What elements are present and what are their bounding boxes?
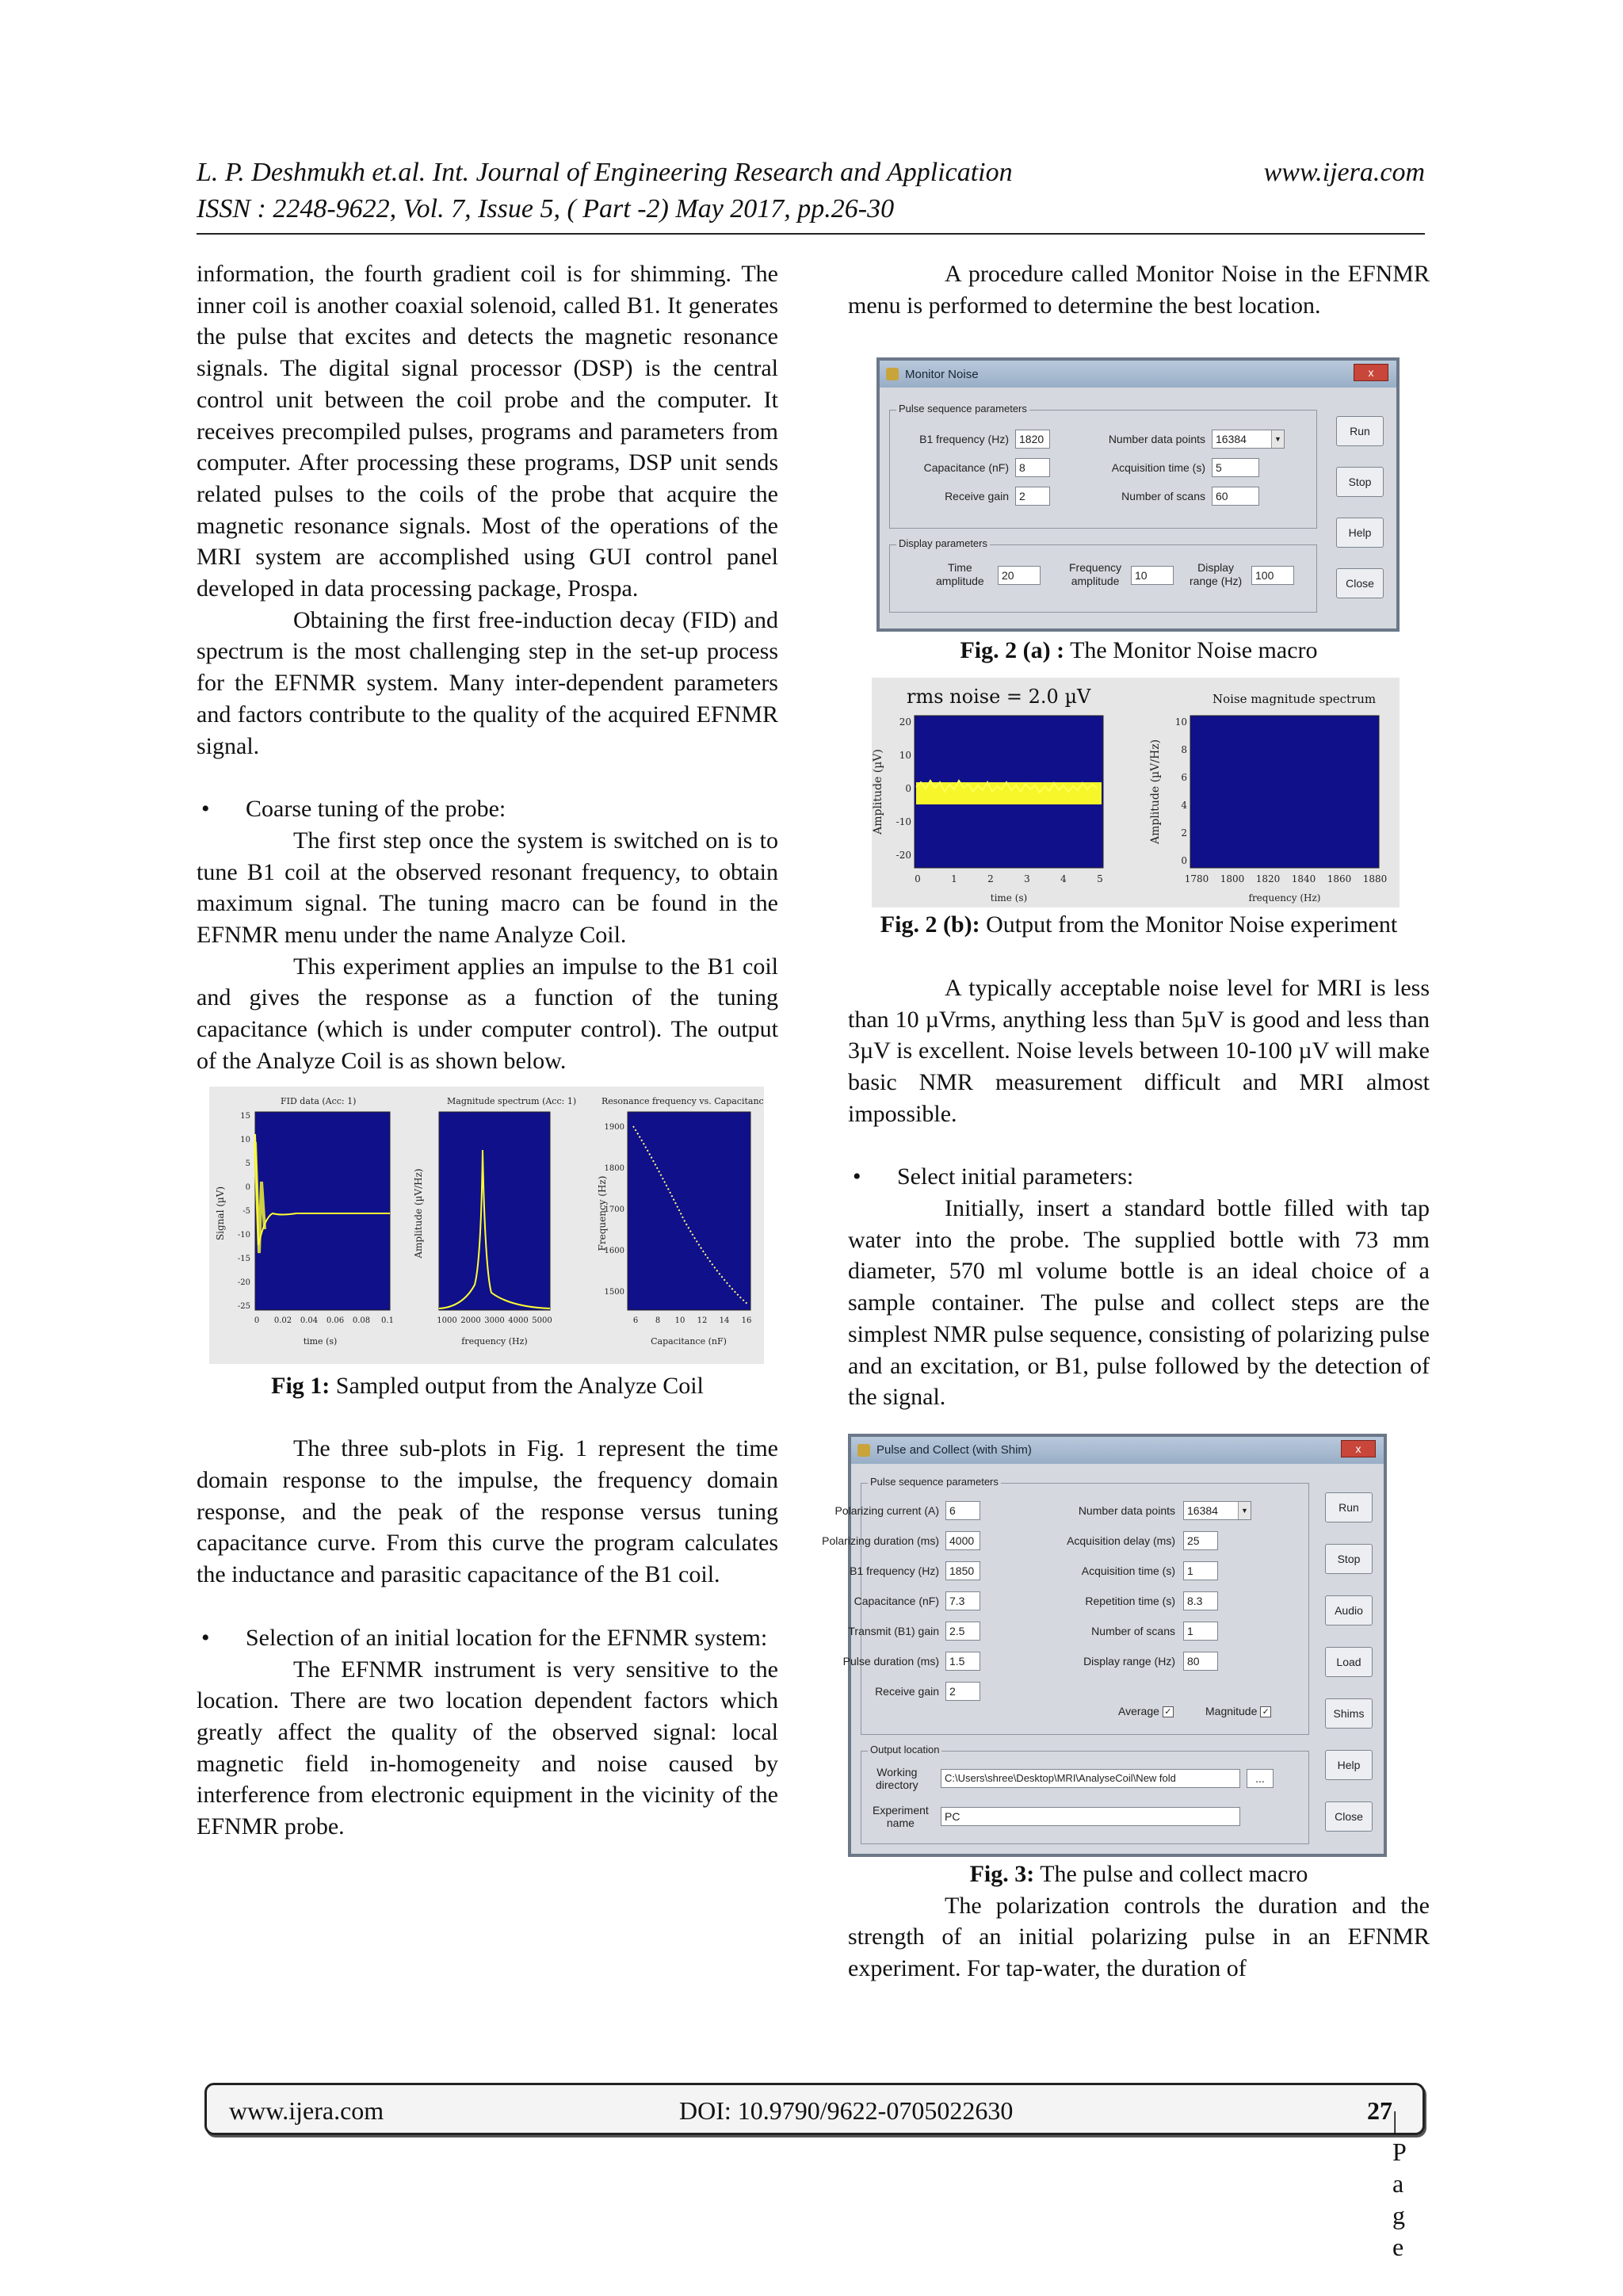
figure-2b-label: Fig. 2 (b): [880,911,980,938]
fig1-xlabel-1: time (s) [303,1335,338,1347]
pulse-field-label: Pulse duration (ms) [842,1654,939,1668]
number-of-scans-input[interactable]: 60 [1212,487,1259,506]
fig1-xtick: 14 [719,1316,730,1325]
fig2b-xlabel-left: time (s) [990,892,1028,904]
group-title: Pulse sequence parameters [896,403,1029,415]
pulse-field-label: Polarizing duration (ms) [822,1534,939,1547]
page-footer [204,2083,1425,2261]
right-paragraph-3: Initially, insert a standard bottle filled with tap water into the probe. The supplied bottle with 73 mm diameter, 570 ml volume bottle is an ideal choice of a sample container. The pulse and collect steps are the simplest NMR pulse sequence, consisting of polarizing pulse and an excitation, or B1, pulse followed by the detection of the signal. [848,1195,1430,1411]
figure-3-label: Fig. 3: [969,1860,1035,1887]
left-paragraph-1: information, the fourth gradient coil is for shimming. The inner coil is another coaxial solenoid, called B1. It generates the pulse that excites and detects the magnetic resonance signals. The digital signal processor (DSP) is the central control unit between the coil probe and the computer. It receives precompiled pulses, programs and parameters from computer. After processing these programs, DSP unit sends related pulses to the coils of the probe that acquire the magnetic resonance signals. Most of the operations of the MRI system are accomplished using GUI control panel developed in data processing package, Prospa. [197,261,778,602]
stop-button[interactable]: Stop [1336,467,1384,497]
pulse-field-input[interactable]: 8.3 [1183,1591,1218,1610]
running-header [197,155,1425,235]
display-parameters-group [889,537,1317,613]
fig2b-ytick: 10 [1174,716,1187,728]
pulse-field-input[interactable]: 1.5 [945,1652,980,1671]
fig1-ylabel-2: Amplitude (µV/Hz) [413,1167,424,1259]
fig1-ytick: 1500 [604,1287,624,1297]
pulse-collect-title: Pulse and Collect (with Shim) [876,1443,1032,1457]
capacitance-input[interactable]: 8 [1015,458,1050,477]
fig1-xtick: 0.04 [300,1316,319,1325]
fig1-ytick: -15 [237,1254,250,1263]
fig2b-xtick: 1780 [1184,873,1209,885]
help-button[interactable]: Help [1336,518,1384,548]
experiment-name-label: Experiment name [873,1803,929,1829]
fig1-xlabel-3: Capacitance (nF) [651,1335,727,1347]
stop-button[interactable]: Stop [1325,1544,1373,1574]
fig1-ytick: 15 [240,1111,250,1121]
pulse-field-label: Repetition time (s) [1085,1594,1175,1607]
fig2b-ytick: -20 [896,850,911,861]
group-title: Pulse sequence parameters [868,1476,1001,1488]
left-paragraph-3: The first step once the system is switched on is to tune B1 coil at the observed resonant frequency, to obtain maximum signal. The tuning macro can be found in the EFNMR menu under the name Analyze Coil. [197,827,778,949]
fig1-ytick: 1800 [604,1163,624,1173]
fig1-ytick: -25 [237,1301,250,1311]
fig2b-xtick: 5 [1097,873,1103,885]
fig1-ytick: -10 [237,1230,250,1240]
display-range-label: Display range (Hz) [1190,561,1243,588]
fig2b-xlabel-right: frequency (Hz) [1248,892,1321,904]
right-paragraph-4: The polarization controls the duration and the strength of an initial polarizing pulse in an EFNMR experiment. For tap-water, the duration of [848,1892,1430,1982]
group-title: Output location [868,1744,941,1755]
right-column [822,258,1430,1985]
noise-rms-title: rms noise = 2.0 µV [907,686,1091,709]
chevron-down-icon[interactable]: ▼ [1238,1502,1251,1519]
magnitude-checkbox[interactable]: Magnitude ✓ [1205,1705,1271,1717]
fig1-ylabel-3: Frequency (Hz) [597,1175,608,1251]
load-button[interactable]: Load [1325,1647,1373,1677]
pulse-field-input[interactable]: 7.3 [945,1591,980,1610]
fig2b-ytick: -10 [896,816,911,828]
monitor-noise-title: Monitor Noise [905,367,979,381]
pulse-field-input[interactable]: 2.5 [945,1622,980,1641]
pulse-field-label: Number data points [1078,1503,1175,1517]
left-paragraph-4: This experiment applies an impulse to the B1 coil and gives the response as a function of the tuning capacitance (which is under computer control). The output of the Analyze Coil is as shown below. [197,953,778,1074]
b1-frequency-input[interactable]: 1820 [1015,430,1050,449]
pulse-field-input[interactable]: 2 [945,1682,980,1701]
pulse-field-input[interactable]: 6 [945,1501,980,1520]
pulse-collect-titlebar [851,1437,1384,1464]
run-button[interactable]: Run [1336,416,1384,446]
fig2b-xtick: 1880 [1362,873,1388,885]
time-amplitude-input[interactable]: 20 [998,566,1041,585]
page-number: 27 | P a g e [1367,2096,1406,2261]
header-issn: ISSN : 2248-9622, Vol. 7, Issue 5, ( Part -2) May 2017, pp.26-30 [197,194,895,223]
fig2b-ytick: 2 [1181,827,1187,839]
fig2b-xtick: 1860 [1327,873,1352,885]
pulse-field-label: Receive gain [875,1684,939,1698]
fig1-xtick: 3000 [484,1316,505,1325]
figure-2a-caption: Fig. 2 (a) : The Monitor Noise macro [960,637,1318,664]
fig1-xtick: 2000 [460,1316,481,1325]
left-column [197,258,778,1843]
average-checkbox[interactable]: Average ✓ [1118,1705,1174,1717]
fig1-xtick: 0.08 [352,1316,371,1325]
number-of-scans-label: Number of scans [1121,490,1205,503]
fig2b-ytick: 0 [1181,855,1187,867]
noise-spectrum-title: Noise magnitude spectrum [1212,692,1377,707]
working-directory-input[interactable]: C:\Users\shree\Desktop\MRI\AnalyseCoil\New fold [941,1769,1240,1788]
fig1-ytick: 5 [245,1159,250,1168]
right-paragraph-2: A typically acceptable noise level for MRI is less than 10 µVrms, anything less than 5µV is good and less than 3µV is excellent. Noise levels between 10-100 µV will make basic NMR measurement difficult and MRI almost impossible. [848,974,1430,1127]
receive-gain-input[interactable]: 2 [1015,487,1050,506]
pulse-field-label: B1 frequency (Hz) [850,1564,939,1577]
fig2b-xtick: 1800 [1220,873,1245,885]
fig1-xtick: 6 [632,1316,639,1325]
fig1-xtick: 12 [697,1316,708,1325]
fig2b-xtick: 0 [915,873,921,885]
figure-3-caption: Fig. 3: The pulse and collect macro [969,1860,1308,1887]
fig2b-xtick: 2 [987,873,994,885]
pulse-field-input[interactable]: 1 [1183,1561,1218,1580]
b1-frequency-label: B1 frequency (Hz) [919,433,1009,446]
monitor-noise-titlebar [880,361,1396,388]
fig1-ytick: 0 [245,1182,250,1192]
pulse-field-label: Transmit (B1) gain [848,1624,939,1637]
fig2b-ytick: 4 [1181,800,1187,812]
shims-button[interactable]: Shims [1325,1698,1373,1729]
fig1-title-2: Magnitude spectrum (Acc: 1) [447,1095,577,1106]
fig2b-ytick: 10 [899,750,911,762]
pulse-collect-dialog [822,1434,1387,1857]
time-amplitude-label: Time amplitude [936,561,984,588]
figure-2b-caption: Fig. 2 (b): Output from the Monitor Noise experiment [880,911,1398,938]
pulse-field-input[interactable]: 80 [1183,1652,1218,1671]
acquisition-time-input[interactable]: 5 [1212,458,1259,477]
close-window-button[interactable]: x [1341,1440,1376,1457]
fig1-ytick: -20 [237,1278,250,1287]
number-data-points-select[interactable]: 16384 ▼ [1183,1501,1251,1520]
frequency-amplitude-input[interactable]: 10 [1131,566,1174,585]
fig2b-xtick: 4 [1060,873,1067,885]
fig1-xtick: 16 [741,1316,752,1325]
fig2b-ytick: 8 [1181,744,1187,756]
fig1-ytick: 10 [240,1135,250,1144]
fig2b-ytick: 6 [1181,772,1187,784]
frequency-amplitude-label: Frequency amplitude [1069,561,1122,588]
pulse-field-label: Polarizing current (A) [834,1503,939,1517]
experiment-name-input[interactable]: PC [941,1807,1240,1826]
app-icon [857,1444,870,1457]
figure-2a-label: Fig. 2 (a) : [960,637,1065,664]
figure-1-label: Fig 1: [271,1372,330,1399]
pulse-field-input[interactable]: 1 [1183,1622,1218,1641]
fig2b-ylabel-left: Amplitude (µV) [872,749,884,835]
fig1-xtick: 0.02 [273,1316,292,1325]
close-button[interactable]: Close [1336,568,1384,598]
left-paragraph-6: The EFNMR instrument is very sensitive to the location. There are two location dependent factors which greatly affect the quality of the observed signal: local magnetic field in-homogeneity and noise caused by interference from electronic equipment in the vicinity of the EFNMR probe. [197,1656,778,1840]
fig1-title-3: Resonance frequency vs. Capacitance [601,1095,764,1106]
fig1-xtick: 10 [674,1316,685,1325]
pulse-field-label: Acquisition time (s) [1081,1564,1175,1577]
close-window-button[interactable]: x [1354,364,1388,381]
receive-gain-label: Receive gain [945,490,1009,503]
fig2b-xtick: 1 [951,873,957,885]
header-citation: L. P. Deshmukh et.al. Int. Journal of Engineering Research and Application [197,158,1013,187]
figure-1-plots [209,1087,764,1364]
figure-1-image [209,1087,764,1364]
fig1-xtick: 0 [254,1316,260,1325]
output-location-group [861,1743,1309,1844]
pulse-sequence-group [889,403,1317,529]
audio-button[interactable]: Audio [1325,1595,1373,1626]
fig1-title-1: FID data (Acc: 1) [281,1095,357,1106]
figure-1-caption: Fig 1: Sampled output from the Analyze Coil [271,1372,704,1399]
fig1-xtick: 5000 [532,1316,552,1325]
capacitance-label: Capacitance (nF) [923,461,1009,475]
figure-2b-plots [872,678,1400,907]
chevron-down-icon[interactable]: ▼ [1271,430,1284,448]
fig1-ylabel-1: Signal (µV) [215,1186,226,1240]
group-title: Display parameters [896,537,990,549]
pulse-field-input[interactable]: 25 [1183,1531,1218,1550]
pulse-sequence-group [822,1475,1309,1735]
fig2b-xtick: 1840 [1291,873,1316,885]
check-icon: ✓ [1260,1706,1271,1717]
fig1-xtick: 0.06 [326,1316,345,1325]
fig1-ytick: 1900 [604,1122,624,1132]
bullet-initial-parameters: • Select initial parameters: [848,1161,1430,1193]
fig2b-ytick: 20 [899,716,911,728]
pulse-field-input[interactable]: 1850 [945,1561,980,1580]
browse-button[interactable]: ... [1247,1769,1274,1788]
fig2b-xtick: 1820 [1255,873,1281,885]
run-button[interactable]: Run [1325,1492,1373,1522]
header-url[interactable]: www.ijera.com [1263,158,1425,187]
fig2b-ytick: 0 [905,783,911,795]
help-button[interactable]: Help [1325,1750,1373,1780]
footer-doi: DOI: 10.9790/9622-0705022630 [679,2096,1014,2125]
fig1-xlabel-2: frequency (Hz) [461,1335,528,1347]
footer-url[interactable]: www.ijera.com [229,2096,384,2125]
fig2b-xtick: 3 [1024,873,1030,885]
pulse-field-label: Capacitance (nF) [854,1594,939,1607]
left-paragraph-5: The three sub-plots in Fig. 1 represent the time domain response to the impulse, the frequency domain response, and the peak of the response versus tuning capacitance curve. From this curve the program calculates the inductance and parasitic capacitance of the B1 coil. [197,1435,778,1588]
check-icon: ✓ [1163,1706,1174,1717]
figure-2b-image [872,678,1400,907]
fig1-xtick: 8 [655,1316,661,1325]
number-data-points-select[interactable]: 16384 ▼ [1212,430,1285,449]
display-range-input[interactable]: 100 [1251,566,1294,585]
number-data-points-label: Number data points [1108,433,1205,446]
pulse-field-label: Display range (Hz) [1083,1654,1175,1668]
acquisition-time-label: Acquisition time (s) [1111,461,1205,475]
pulse-field-label: Acquisition delay (ms) [1067,1534,1175,1547]
monitor-noise-dialog [876,357,1400,632]
left-paragraph-2: Obtaining the first free-induction decay (FID) and spectrum is the most challenging step in the set-up process for the EFNMR system. Many inter-dependent parameters and factors contribute to the quality of the acquired EFNMR signal. [197,606,778,759]
app-icon [886,368,899,380]
fig1-xtick: 4000 [508,1316,529,1325]
fig1-ytick: 1600 [604,1246,624,1255]
bullet-initial-location: • Selection of an initial location for the EFNMR system: [197,1622,778,1654]
fig1-ytick: -5 [242,1206,250,1216]
close-button[interactable]: Close [1325,1801,1373,1832]
fig1-xtick: 1000 [437,1316,457,1325]
fig2b-ylabel-right: Amplitude (µV/Hz) [1149,739,1162,845]
right-paragraph-1: A procedure called Monitor Noise in the EFNMR menu is performed to determine the best location. [848,261,1430,319]
fig1-ytick: 1700 [604,1205,624,1214]
working-directory-label: Working directory [876,1765,918,1791]
fig1-xtick: 0.1 [381,1316,394,1325]
bullet-coarse-tuning: • Coarse tuning of the probe: [197,793,778,825]
pulse-field-input[interactable]: 4000 [945,1531,980,1550]
pulse-field-label: Number of scans [1091,1624,1175,1637]
